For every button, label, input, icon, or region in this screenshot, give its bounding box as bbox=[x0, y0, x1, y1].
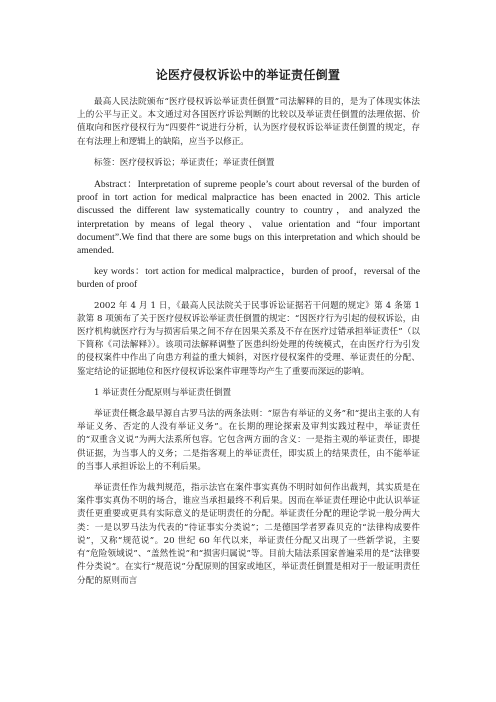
document-body bbox=[77, 96, 420, 588]
section-paragraph-1: 举证责任概念最早源自古罗马法的两条法则：“原告有举证的义务”和“提出主张的人有举证义务、否定的人没有举证义务”。在长期的理论探索及审判实践过程中，举证责任的“双重含义说”为两大法系所包容。它包含两方面的含义：一是指主观的举证责任，即提供证据，为当事人的义务；二是指客观上的举证责任，即实质上的结果责任，由不能举证的当事人承担诉讼上的不利后果。 bbox=[77, 409, 420, 472]
keywords-english: key words：tort action for medical malpractice，burden of proof，reversal of the burden of proof bbox=[77, 266, 420, 291]
section-heading: 1 举证责任分配原则与举证责任倒置 bbox=[94, 387, 232, 398]
intro-paragraph: 2002 年 4 月 1 日，《最高人民法院关于民事诉讼证据若干问题的规定》第 4 条第 1 款第 8 项颁布了关于医疗侵权诉讼举证责任倒置的规定：“因医疗行为引起的侵权诉讼，由医疗机构就医疗行为与损害后果之间不存在因果关系及不存在医疗过错承担举证责任”（以下简称《司法解释》）。该项司法解释调整了医患纠纷处理的传统模式，在由医疗行为引发的侵权案件中作出了向患方利益的重大倾斜，对医疗侵权案件的受理、举证责任的分配、鉴定结论的证据地位和医疗侵权诉讼案件审理等均产生了重要而深远的影响。 bbox=[77, 300, 420, 377]
keywords-chinese: 标签：医疗侵权诉讼；举证责任；举证责任倒置 bbox=[94, 157, 275, 168]
abstract-chinese: 最高人民法院颁布“医疗侵权诉讼举证责任倒置”司法解释的目的，是为了体现实体法上的公平与正义。本文通过对各国医疗诉讼判断的比较以及举证责任倒置的法理依据、价值取向和医疗侵权行为“四要件”说进行分析，认为医疗侵权诉讼举证责任倒置的规定，存在有法理上和逻辑上的缺陷，应当予以修正。 bbox=[77, 97, 420, 147]
abstract-english: Abstract：Interpretation of supreme people’s court about reversal of the burden of proof in tort action for medical malpractice has been enacted in 2002. This article discussed the different law systematically country to country，and analyzed the interpretation by means of legal theory、value orientation and “four important document”.We find that there are some bugs on this interpretation and which should be amended. bbox=[77, 179, 420, 257]
section-paragraph-2: 举证责任作为裁判规范，指示法官在案件事实真伪不明时如何作出裁判，其实质是在案件事实真伪不明的场合，谁应当承担最终不利后果。因而在举证责任理论中此认识举证责任更重要或更具有实际意义的是证明责任的分配。举证责任分配的理论学说一般分两大类：一是以罗马法为代表的“待证事实分类说”；二是德国学者罗森贝克的“法律构成要件说”，又称“规范说”。20 世纪 60 年代以来，举证责任分配又出现了一些新学说，主要有“危险领域说”、“盖然性说”和“损害归属说”等。目前大陆法系国家普遍采用的是“法律要件分类说”。在实行“规范说”分配原则的国家或地区，举证责任倒置是相对于一般证明责任分配的原则而言 bbox=[77, 483, 420, 586]
page-title: 论医疗侵权诉讼中的举证责任倒置 bbox=[155, 68, 341, 82]
